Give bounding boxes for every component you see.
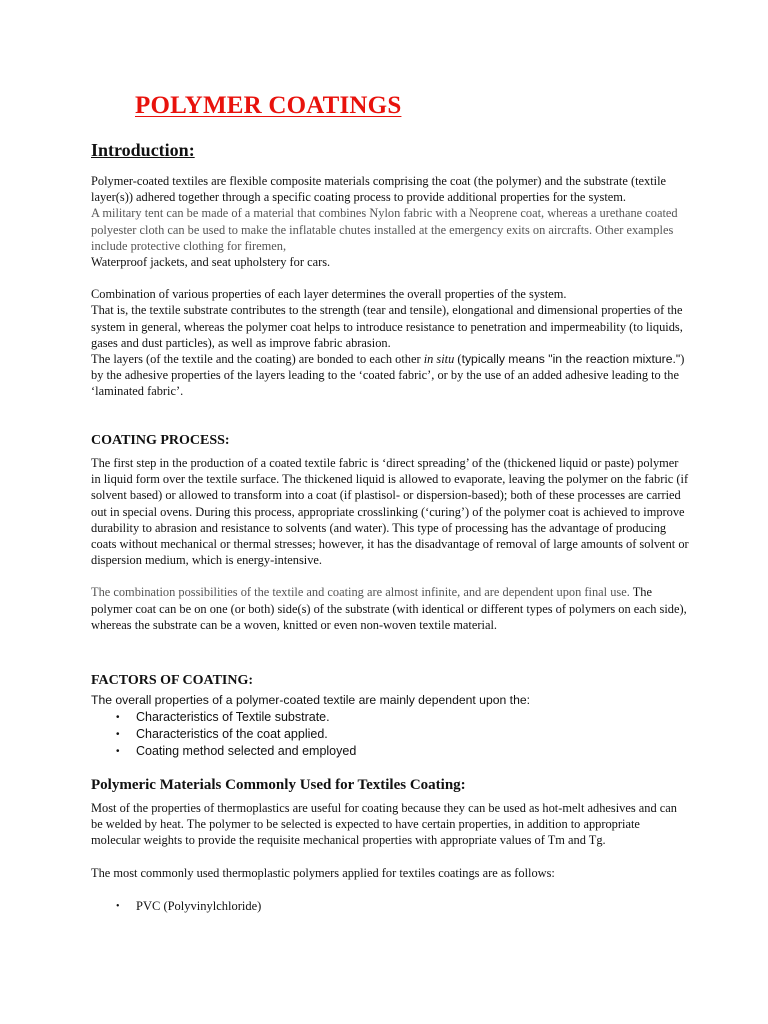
introduction-heading: Introduction: [91,140,195,160]
polymeric-body [91,800,691,881]
list-item: • Coating method selected and employed [116,744,357,758]
polymeric-paragraph-1: Most of the properties of thermoplastics are useful for coating because they can be used as hot-melt adhesives and can be welded by heat. The polymer to be selected is expected to have certain properties, in addition to appropriate molecular weights to provide the requisite mechanical properties with appropriate values of Tm and Tg. [91,801,677,848]
coating-process-heading: COATING PROCESS: [91,433,230,448]
intro-paragraph-4: Combination of various properties of each layer determines the overall properties of the system. [91,287,567,302]
polymeric-materials-heading: Polymeric Materials Commonly Used for Textiles Coating: [91,777,466,793]
bullet-icon: • [116,746,120,757]
polymer-list [91,898,261,915]
factors-list [91,709,356,760]
intro-paragraph-6: The layers (of the textile and the coating) are bonded to each other in situ (typically means "in the reaction mixture.") by the adhesive properties of the layers leading to the ‘coated fabric’, or by the use of an added adhesive leading to the ‘laminated fabric’. [91,352,685,399]
list-item: • PVC (Polyvinylchloride) [116,899,262,913]
factors-intro: The overall properties of a polymer-coated textile are mainly dependent upon the: [91,693,531,707]
coating-paragraph-2: The combination possibilities of the textile and coating are almost infinite, and are dependent upon final use. The polymer coat can be on one (or both) side(s) of the substrate (with identical or different types of polymers on each side), whereas the substrate can be a woven, knitted or even non-woven textile material. [91,585,687,632]
bullet-icon: • [116,729,120,740]
intro-paragraph-5: That is, the textile substrate contributes to the strength (tear and tensile), elongational and dimensional properties of the system in general, whereas the polymer coat helps to introduce resistance to penetration and impermeability (to liquids, gases and dust particles), as well as improve fabric abrasion. [91,303,683,350]
intro-paragraph-1: Polymer-coated textiles are flexible composite materials comprising the coat (the polymer) and the substrate (textile layer(s)) adhered together through a specific coating process to provide additional properties for the system. [91,174,667,205]
polymeric-paragraph-2: The most commonly used thermoplastic polymers applied for textiles coatings are as follows: [91,865,555,880]
list-item: • Characteristics of the coat applied. [116,727,328,741]
list-item: • Characteristics of Textile substrate. [116,710,330,724]
coating-process-body [91,455,691,633]
intro-paragraph-3: Waterproof jackets, and seat upholstery for cars. [91,255,331,270]
bullet-icon: • [116,901,120,912]
intro-paragraph-2: A military tent can be made of a material that combines Nylon fabric with a Neoprene coat, whereas a urethane coated polyester cloth can be used to make the inflatable chutes installed at the emergency exits on aircrafts. Other examples include protective clothing for firemen, [91,206,678,253]
bullet-icon: • [116,712,120,723]
factors-heading: FACTORS OF COATING: [91,673,254,688]
introduction-body [91,173,691,400]
coating-paragraph-1: The first step in the production of a coated textile fabric is ‘direct spreading’ of the (thickened liquid or paste) polymer in liquid form over the textile surface. The thickened liquid is allowed to evaporate, leaving the polymer on the fabric (if solvent based) or allowed to transform into a coat (if plastisol- or dispersion-based); both of these processes are carried out in special ovens. During this process, appropriate crosslinking (‘curing’) of the polymer coat is achieved to improve durability to abrasion and resistance to solvents (and water). This type of processing has the advantage of producing coats without mechanical or thermal stresses; however, it has the disadvantage of removal of large amounts of solvent or dispersion medium, which is energy-intensive. [91,456,689,568]
page-title: POLYMER COATINGS [135,92,402,119]
